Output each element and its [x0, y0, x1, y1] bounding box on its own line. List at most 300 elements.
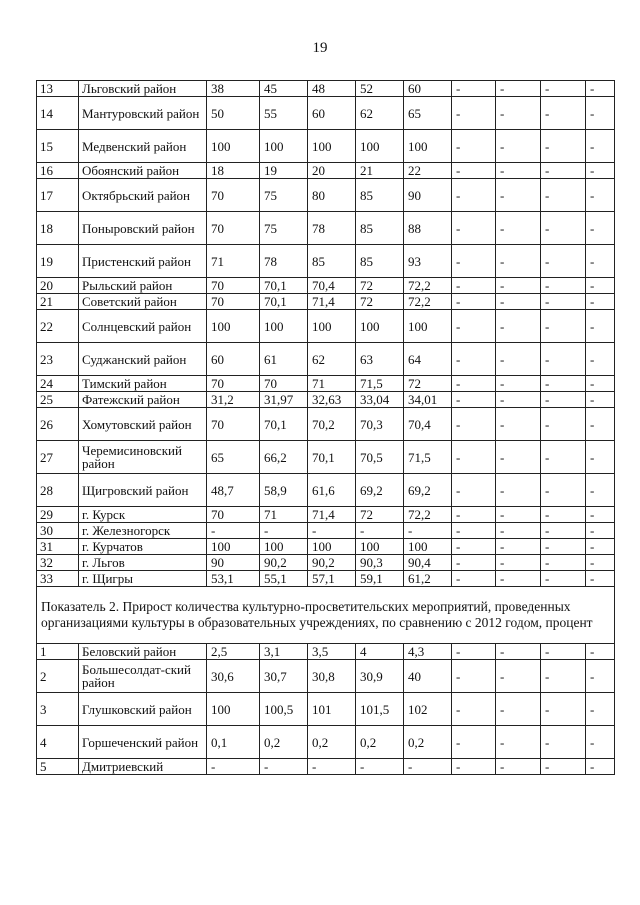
row-number: 19	[37, 245, 79, 278]
value-cell: -	[541, 660, 586, 693]
value-cell: 60	[207, 343, 260, 376]
table-row	[37, 523, 615, 539]
value-cell: 32,63	[308, 392, 356, 408]
district-name: Мантуровский район	[79, 97, 207, 130]
value-cell: -	[404, 759, 452, 775]
value-cell: 30,6	[207, 660, 260, 693]
value-cell: -	[586, 539, 615, 555]
value-cell: -	[496, 245, 541, 278]
value-cell: 70	[207, 278, 260, 294]
value-cell: -	[496, 294, 541, 310]
value-cell: -	[356, 759, 404, 775]
value-cell: 70	[207, 294, 260, 310]
value-cell: 48,7	[207, 474, 260, 507]
table-row	[37, 97, 615, 130]
value-cell: -	[207, 759, 260, 775]
value-cell: 30,9	[356, 660, 404, 693]
value-cell: -	[496, 392, 541, 408]
value-cell: 70	[207, 507, 260, 523]
district-name: г. Курск	[79, 507, 207, 523]
section-header-row	[37, 587, 615, 644]
table-row	[37, 245, 615, 278]
district-name: Советский район	[79, 294, 207, 310]
value-cell: -	[496, 376, 541, 392]
value-cell: 3,5	[308, 644, 356, 660]
value-cell: 57,1	[308, 571, 356, 587]
row-number: 26	[37, 408, 79, 441]
value-cell: 75	[260, 212, 308, 245]
value-cell: -	[541, 539, 586, 555]
value-cell: 72	[356, 507, 404, 523]
district-name: Льговский район	[79, 81, 207, 97]
district-name: Дмитриевский	[79, 759, 207, 775]
value-cell: 4,3	[404, 644, 452, 660]
row-number: 31	[37, 539, 79, 555]
table-row	[37, 343, 615, 376]
row-number: 32	[37, 555, 79, 571]
value-cell: -	[308, 523, 356, 539]
row-number: 27	[37, 441, 79, 474]
value-cell: -	[452, 539, 496, 555]
row-number: 25	[37, 392, 79, 408]
value-cell: 30,7	[260, 660, 308, 693]
value-cell: 70	[260, 376, 308, 392]
value-cell: -	[541, 759, 586, 775]
value-cell: -	[586, 212, 615, 245]
table-row	[37, 294, 615, 310]
value-cell: -	[586, 97, 615, 130]
row-number: 1	[37, 644, 79, 660]
value-cell: -	[541, 555, 586, 571]
value-cell: -	[496, 343, 541, 376]
value-cell: -	[541, 212, 586, 245]
value-cell: 90	[404, 179, 452, 212]
value-cell: -	[541, 693, 586, 726]
table-row	[37, 507, 615, 523]
value-cell: -	[496, 179, 541, 212]
value-cell: 70,1	[260, 408, 308, 441]
value-cell: -	[452, 441, 496, 474]
value-cell: 93	[404, 245, 452, 278]
value-cell: -	[541, 408, 586, 441]
table-row	[37, 278, 615, 294]
value-cell: -	[452, 523, 496, 539]
table-row	[37, 726, 615, 759]
district-name: Большесолдат-ский район	[79, 660, 207, 693]
table-row	[37, 408, 615, 441]
value-cell: 31,2	[207, 392, 260, 408]
value-cell: -	[452, 245, 496, 278]
value-cell: 72	[356, 278, 404, 294]
value-cell: 3,1	[260, 644, 308, 660]
row-number: 21	[37, 294, 79, 310]
value-cell: -	[586, 726, 615, 759]
value-cell: 72,2	[404, 294, 452, 310]
value-cell: 0,2	[260, 726, 308, 759]
value-cell: 100	[356, 310, 404, 343]
value-cell: -	[541, 163, 586, 179]
value-cell: -	[496, 441, 541, 474]
district-name: Глушковский район	[79, 693, 207, 726]
value-cell: -	[586, 376, 615, 392]
row-number: 3	[37, 693, 79, 726]
value-cell: 100,5	[260, 693, 308, 726]
section-title: Показатель 2. Прирост количества культурно-просветительских мероприятий, проведенных организациями культуры в образовательных учреждениях, по сравнению с 2012 годом, процент	[37, 587, 615, 644]
value-cell: -	[496, 81, 541, 97]
value-cell: 53,1	[207, 571, 260, 587]
value-cell: -	[452, 726, 496, 759]
value-cell: -	[496, 523, 541, 539]
value-cell: 78	[260, 245, 308, 278]
value-cell: -	[586, 759, 615, 775]
district-name: Беловский район	[79, 644, 207, 660]
value-cell: 72	[356, 294, 404, 310]
value-cell: 100	[308, 310, 356, 343]
value-cell: -	[496, 474, 541, 507]
value-cell: -	[586, 507, 615, 523]
value-cell: -	[452, 555, 496, 571]
indicator-table	[36, 80, 615, 775]
row-number: 16	[37, 163, 79, 179]
value-cell: -	[452, 343, 496, 376]
value-cell: -	[586, 130, 615, 163]
district-name: Обоянский район	[79, 163, 207, 179]
value-cell: 4	[356, 644, 404, 660]
table-row	[37, 179, 615, 212]
value-cell: 70,1	[260, 294, 308, 310]
value-cell: -	[541, 81, 586, 97]
value-cell: 59,1	[356, 571, 404, 587]
value-cell: -	[496, 507, 541, 523]
value-cell: 63	[356, 343, 404, 376]
value-cell: 100	[207, 310, 260, 343]
value-cell: 71,5	[404, 441, 452, 474]
value-cell: 90	[207, 555, 260, 571]
value-cell: -	[541, 441, 586, 474]
row-number: 4	[37, 726, 79, 759]
value-cell: 70	[207, 212, 260, 245]
value-cell: -	[496, 693, 541, 726]
value-cell: -	[541, 644, 586, 660]
table-row	[37, 81, 615, 97]
district-name: г. Железногорск	[79, 523, 207, 539]
value-cell: -	[586, 644, 615, 660]
value-cell: 72,2	[404, 278, 452, 294]
value-cell: -	[586, 343, 615, 376]
value-cell: 33,04	[356, 392, 404, 408]
row-number: 5	[37, 759, 79, 775]
value-cell: -	[452, 759, 496, 775]
value-cell: 48	[308, 81, 356, 97]
value-cell: 90,4	[404, 555, 452, 571]
value-cell: -	[586, 660, 615, 693]
district-name: Солнцевский район	[79, 310, 207, 343]
value-cell: 20	[308, 163, 356, 179]
value-cell: 70,2	[308, 408, 356, 441]
value-cell: -	[452, 97, 496, 130]
value-cell: -	[496, 278, 541, 294]
value-cell: 40	[404, 660, 452, 693]
value-cell: 71,5	[356, 376, 404, 392]
value-cell: 71,4	[308, 294, 356, 310]
value-cell: -	[356, 523, 404, 539]
row-number: 17	[37, 179, 79, 212]
value-cell: 71	[308, 376, 356, 392]
district-name: г. Курчатов	[79, 539, 207, 555]
row-number: 33	[37, 571, 79, 587]
value-cell: -	[496, 310, 541, 343]
value-cell: -	[404, 523, 452, 539]
value-cell: 90,2	[260, 555, 308, 571]
value-cell: 71	[260, 507, 308, 523]
value-cell: 55,1	[260, 571, 308, 587]
value-cell: 80	[308, 179, 356, 212]
value-cell: 85	[356, 212, 404, 245]
value-cell: 85	[356, 245, 404, 278]
value-cell: 64	[404, 343, 452, 376]
value-cell: 52	[356, 81, 404, 97]
value-cell: -	[586, 523, 615, 539]
value-cell: -	[541, 343, 586, 376]
value-cell: 100	[404, 130, 452, 163]
row-number: 18	[37, 212, 79, 245]
value-cell: 38	[207, 81, 260, 97]
value-cell: -	[586, 245, 615, 278]
value-cell: 70	[207, 179, 260, 212]
value-cell: 85	[356, 179, 404, 212]
value-cell: 70,1	[260, 278, 308, 294]
value-cell: -	[452, 294, 496, 310]
value-cell: -	[496, 660, 541, 693]
value-cell: -	[452, 571, 496, 587]
value-cell: 61,2	[404, 571, 452, 587]
value-cell: -	[541, 278, 586, 294]
value-cell: 70,1	[308, 441, 356, 474]
value-cell: 34,01	[404, 392, 452, 408]
section-header-group	[37, 587, 615, 644]
value-cell: 69,2	[356, 474, 404, 507]
value-cell: 65	[207, 441, 260, 474]
value-cell: -	[541, 474, 586, 507]
district-name: Горшеченский район	[79, 726, 207, 759]
value-cell: -	[496, 726, 541, 759]
value-cell: 70	[207, 376, 260, 392]
row-number: 28	[37, 474, 79, 507]
value-cell: 71,4	[308, 507, 356, 523]
value-cell: -	[496, 759, 541, 775]
value-cell: -	[586, 179, 615, 212]
table-row	[37, 212, 615, 245]
value-cell: -	[207, 523, 260, 539]
value-cell: 70,4	[404, 408, 452, 441]
value-cell: -	[586, 278, 615, 294]
value-cell: 21	[356, 163, 404, 179]
table-row	[37, 376, 615, 392]
value-cell: 100	[207, 693, 260, 726]
row-number: 30	[37, 523, 79, 539]
value-cell: -	[586, 571, 615, 587]
value-cell: 85	[308, 245, 356, 278]
value-cell: -	[452, 474, 496, 507]
value-cell: -	[452, 310, 496, 343]
value-cell: -	[586, 408, 615, 441]
row-number: 24	[37, 376, 79, 392]
district-name: г. Щигры	[79, 571, 207, 587]
value-cell: 88	[404, 212, 452, 245]
value-cell: -	[452, 660, 496, 693]
value-cell: 100	[308, 539, 356, 555]
table-row	[37, 392, 615, 408]
value-cell: -	[496, 97, 541, 130]
value-cell: -	[541, 571, 586, 587]
district-name: Тимский район	[79, 376, 207, 392]
value-cell: 72,2	[404, 507, 452, 523]
value-cell: 50	[207, 97, 260, 130]
value-cell: -	[496, 644, 541, 660]
value-cell: 58,9	[260, 474, 308, 507]
table-row	[37, 539, 615, 555]
row-number: 2	[37, 660, 79, 693]
table-body-top	[37, 81, 615, 587]
row-number: 15	[37, 130, 79, 163]
value-cell: 70,4	[308, 278, 356, 294]
value-cell: 100	[207, 130, 260, 163]
value-cell: -	[452, 130, 496, 163]
table-row	[37, 660, 615, 693]
table-row	[37, 759, 615, 775]
value-cell: -	[452, 693, 496, 726]
table-row	[37, 644, 615, 660]
value-cell: 90,3	[356, 555, 404, 571]
value-cell: 100	[404, 310, 452, 343]
value-cell: -	[586, 693, 615, 726]
value-cell: 60	[404, 81, 452, 97]
value-cell: -	[541, 376, 586, 392]
value-cell: -	[496, 212, 541, 245]
value-cell: 100	[404, 539, 452, 555]
table-row	[37, 555, 615, 571]
value-cell: 75	[260, 179, 308, 212]
district-name: Фатежский район	[79, 392, 207, 408]
value-cell: 69,2	[404, 474, 452, 507]
district-name: Щигровский район	[79, 474, 207, 507]
row-number: 14	[37, 97, 79, 130]
value-cell: -	[496, 571, 541, 587]
row-number: 20	[37, 278, 79, 294]
value-cell: 0,2	[356, 726, 404, 759]
value-cell: -	[541, 726, 586, 759]
table-row	[37, 441, 615, 474]
row-number: 13	[37, 81, 79, 97]
value-cell: 71	[207, 245, 260, 278]
district-name: Поныровский район	[79, 212, 207, 245]
value-cell: -	[260, 759, 308, 775]
value-cell: 100	[207, 539, 260, 555]
value-cell: -	[541, 130, 586, 163]
table-row	[37, 310, 615, 343]
district-name: Черемисиновский район	[79, 441, 207, 474]
value-cell: -	[541, 523, 586, 539]
value-cell: -	[452, 163, 496, 179]
value-cell: -	[496, 555, 541, 571]
value-cell: -	[586, 392, 615, 408]
value-cell: 2,5	[207, 644, 260, 660]
value-cell: -	[260, 523, 308, 539]
district-name: Суджанский район	[79, 343, 207, 376]
value-cell: 22	[404, 163, 452, 179]
value-cell: -	[586, 474, 615, 507]
value-cell: -	[452, 81, 496, 97]
value-cell: -	[452, 278, 496, 294]
value-cell: 90,2	[308, 555, 356, 571]
value-cell: -	[586, 294, 615, 310]
value-cell: -	[452, 408, 496, 441]
value-cell: 31,97	[260, 392, 308, 408]
value-cell: 62	[356, 97, 404, 130]
row-number: 22	[37, 310, 79, 343]
value-cell: 62	[308, 343, 356, 376]
value-cell: -	[452, 179, 496, 212]
value-cell: 101,5	[356, 693, 404, 726]
table-row	[37, 474, 615, 507]
value-cell: 18	[207, 163, 260, 179]
value-cell: -	[496, 539, 541, 555]
value-cell: 66,2	[260, 441, 308, 474]
value-cell: -	[586, 163, 615, 179]
table-row	[37, 163, 615, 179]
value-cell: -	[541, 294, 586, 310]
value-cell: 100	[356, 130, 404, 163]
value-cell: -	[541, 179, 586, 212]
district-name: Октябрьский район	[79, 179, 207, 212]
value-cell: 100	[308, 130, 356, 163]
value-cell: -	[452, 376, 496, 392]
value-cell: -	[308, 759, 356, 775]
value-cell: 70	[207, 408, 260, 441]
value-cell: -	[496, 408, 541, 441]
table-row	[37, 693, 615, 726]
value-cell: 70,5	[356, 441, 404, 474]
value-cell: -	[541, 97, 586, 130]
value-cell: 30,8	[308, 660, 356, 693]
value-cell: -	[541, 507, 586, 523]
table-body-bottom	[37, 644, 615, 775]
value-cell: -	[541, 392, 586, 408]
value-cell: 100	[260, 310, 308, 343]
value-cell: 60	[308, 97, 356, 130]
value-cell: -	[452, 392, 496, 408]
value-cell: 0,2	[308, 726, 356, 759]
value-cell: -	[586, 310, 615, 343]
value-cell: -	[541, 310, 586, 343]
district-name: Медвенский район	[79, 130, 207, 163]
value-cell: 61	[260, 343, 308, 376]
district-name: Рыльский район	[79, 278, 207, 294]
district-name: Пристенский район	[79, 245, 207, 278]
value-cell: -	[586, 555, 615, 571]
value-cell: 102	[404, 693, 452, 726]
row-number: 23	[37, 343, 79, 376]
value-cell: -	[452, 212, 496, 245]
value-cell: -	[586, 81, 615, 97]
value-cell: 101	[308, 693, 356, 726]
value-cell: 100	[260, 130, 308, 163]
table-row	[37, 571, 615, 587]
district-name: Хомутовский район	[79, 408, 207, 441]
value-cell: -	[586, 441, 615, 474]
value-cell: 65	[404, 97, 452, 130]
value-cell: 55	[260, 97, 308, 130]
